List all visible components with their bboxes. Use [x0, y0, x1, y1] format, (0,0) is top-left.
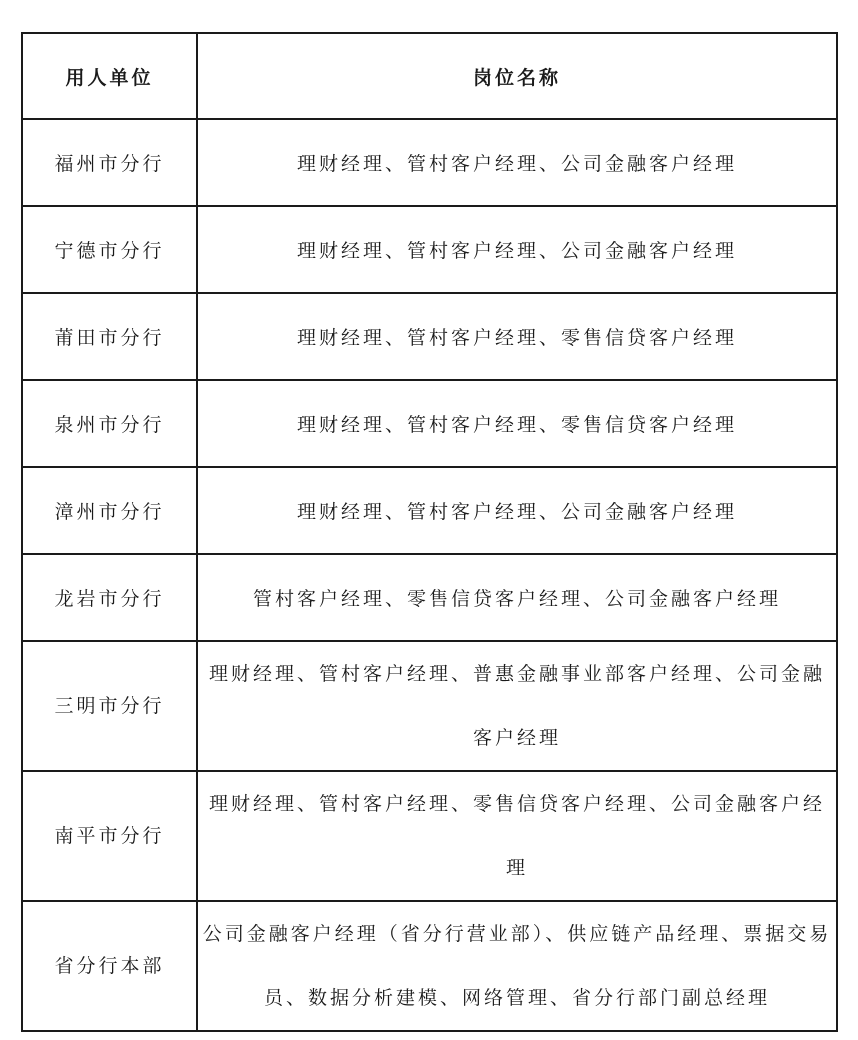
- positions-cell: 理财经理、管村客户经理、零售信贷客户经理: [197, 293, 837, 380]
- unit-cell: 宁德市分行: [22, 206, 197, 293]
- header-positions: 岗位名称: [197, 33, 837, 119]
- table-row: [22, 901, 837, 1031]
- positions-cell: 公司金融客户经理（省分行营业部）、供应链产品经理、票据交易员、数据分析建模、网络管理、省分行部门副总经理: [197, 901, 837, 1031]
- positions-cell: 理财经理、管村客户经理、零售信贷客户经理: [197, 380, 837, 467]
- positions-cell: 理财经理、管村客户经理、普惠金融事业部客户经理、公司金融客户经理: [197, 641, 837, 771]
- table-row: [22, 641, 837, 771]
- unit-cell: 三明市分行: [22, 641, 197, 771]
- unit-cell: 省分行本部: [22, 901, 197, 1031]
- table-row: [22, 119, 837, 206]
- positions-cell: 理财经理、管村客户经理、公司金融客户经理: [197, 206, 837, 293]
- table-row: [22, 771, 837, 901]
- table-row: [22, 554, 837, 641]
- positions-cell: 管村客户经理、零售信贷客户经理、公司金融客户经理: [197, 554, 837, 641]
- table-header-row: [22, 33, 837, 119]
- table-row: [22, 293, 837, 380]
- unit-cell: 龙岩市分行: [22, 554, 197, 641]
- recruitment-table: [21, 32, 838, 1032]
- unit-cell: 福州市分行: [22, 119, 197, 206]
- positions-cell: 理财经理、管村客户经理、公司金融客户经理: [197, 467, 837, 554]
- table-row: [22, 380, 837, 467]
- positions-cell: 理财经理、管村客户经理、公司金融客户经理: [197, 119, 837, 206]
- unit-cell: 莆田市分行: [22, 293, 197, 380]
- unit-cell: 泉州市分行: [22, 380, 197, 467]
- header-unit: 用人单位: [22, 33, 197, 119]
- positions-cell: 理财经理、管村客户经理、零售信贷客户经理、公司金融客户经理: [197, 771, 837, 901]
- unit-cell: 南平市分行: [22, 771, 197, 901]
- unit-cell: 漳州市分行: [22, 467, 197, 554]
- table-row: [22, 467, 837, 554]
- table-row: [22, 206, 837, 293]
